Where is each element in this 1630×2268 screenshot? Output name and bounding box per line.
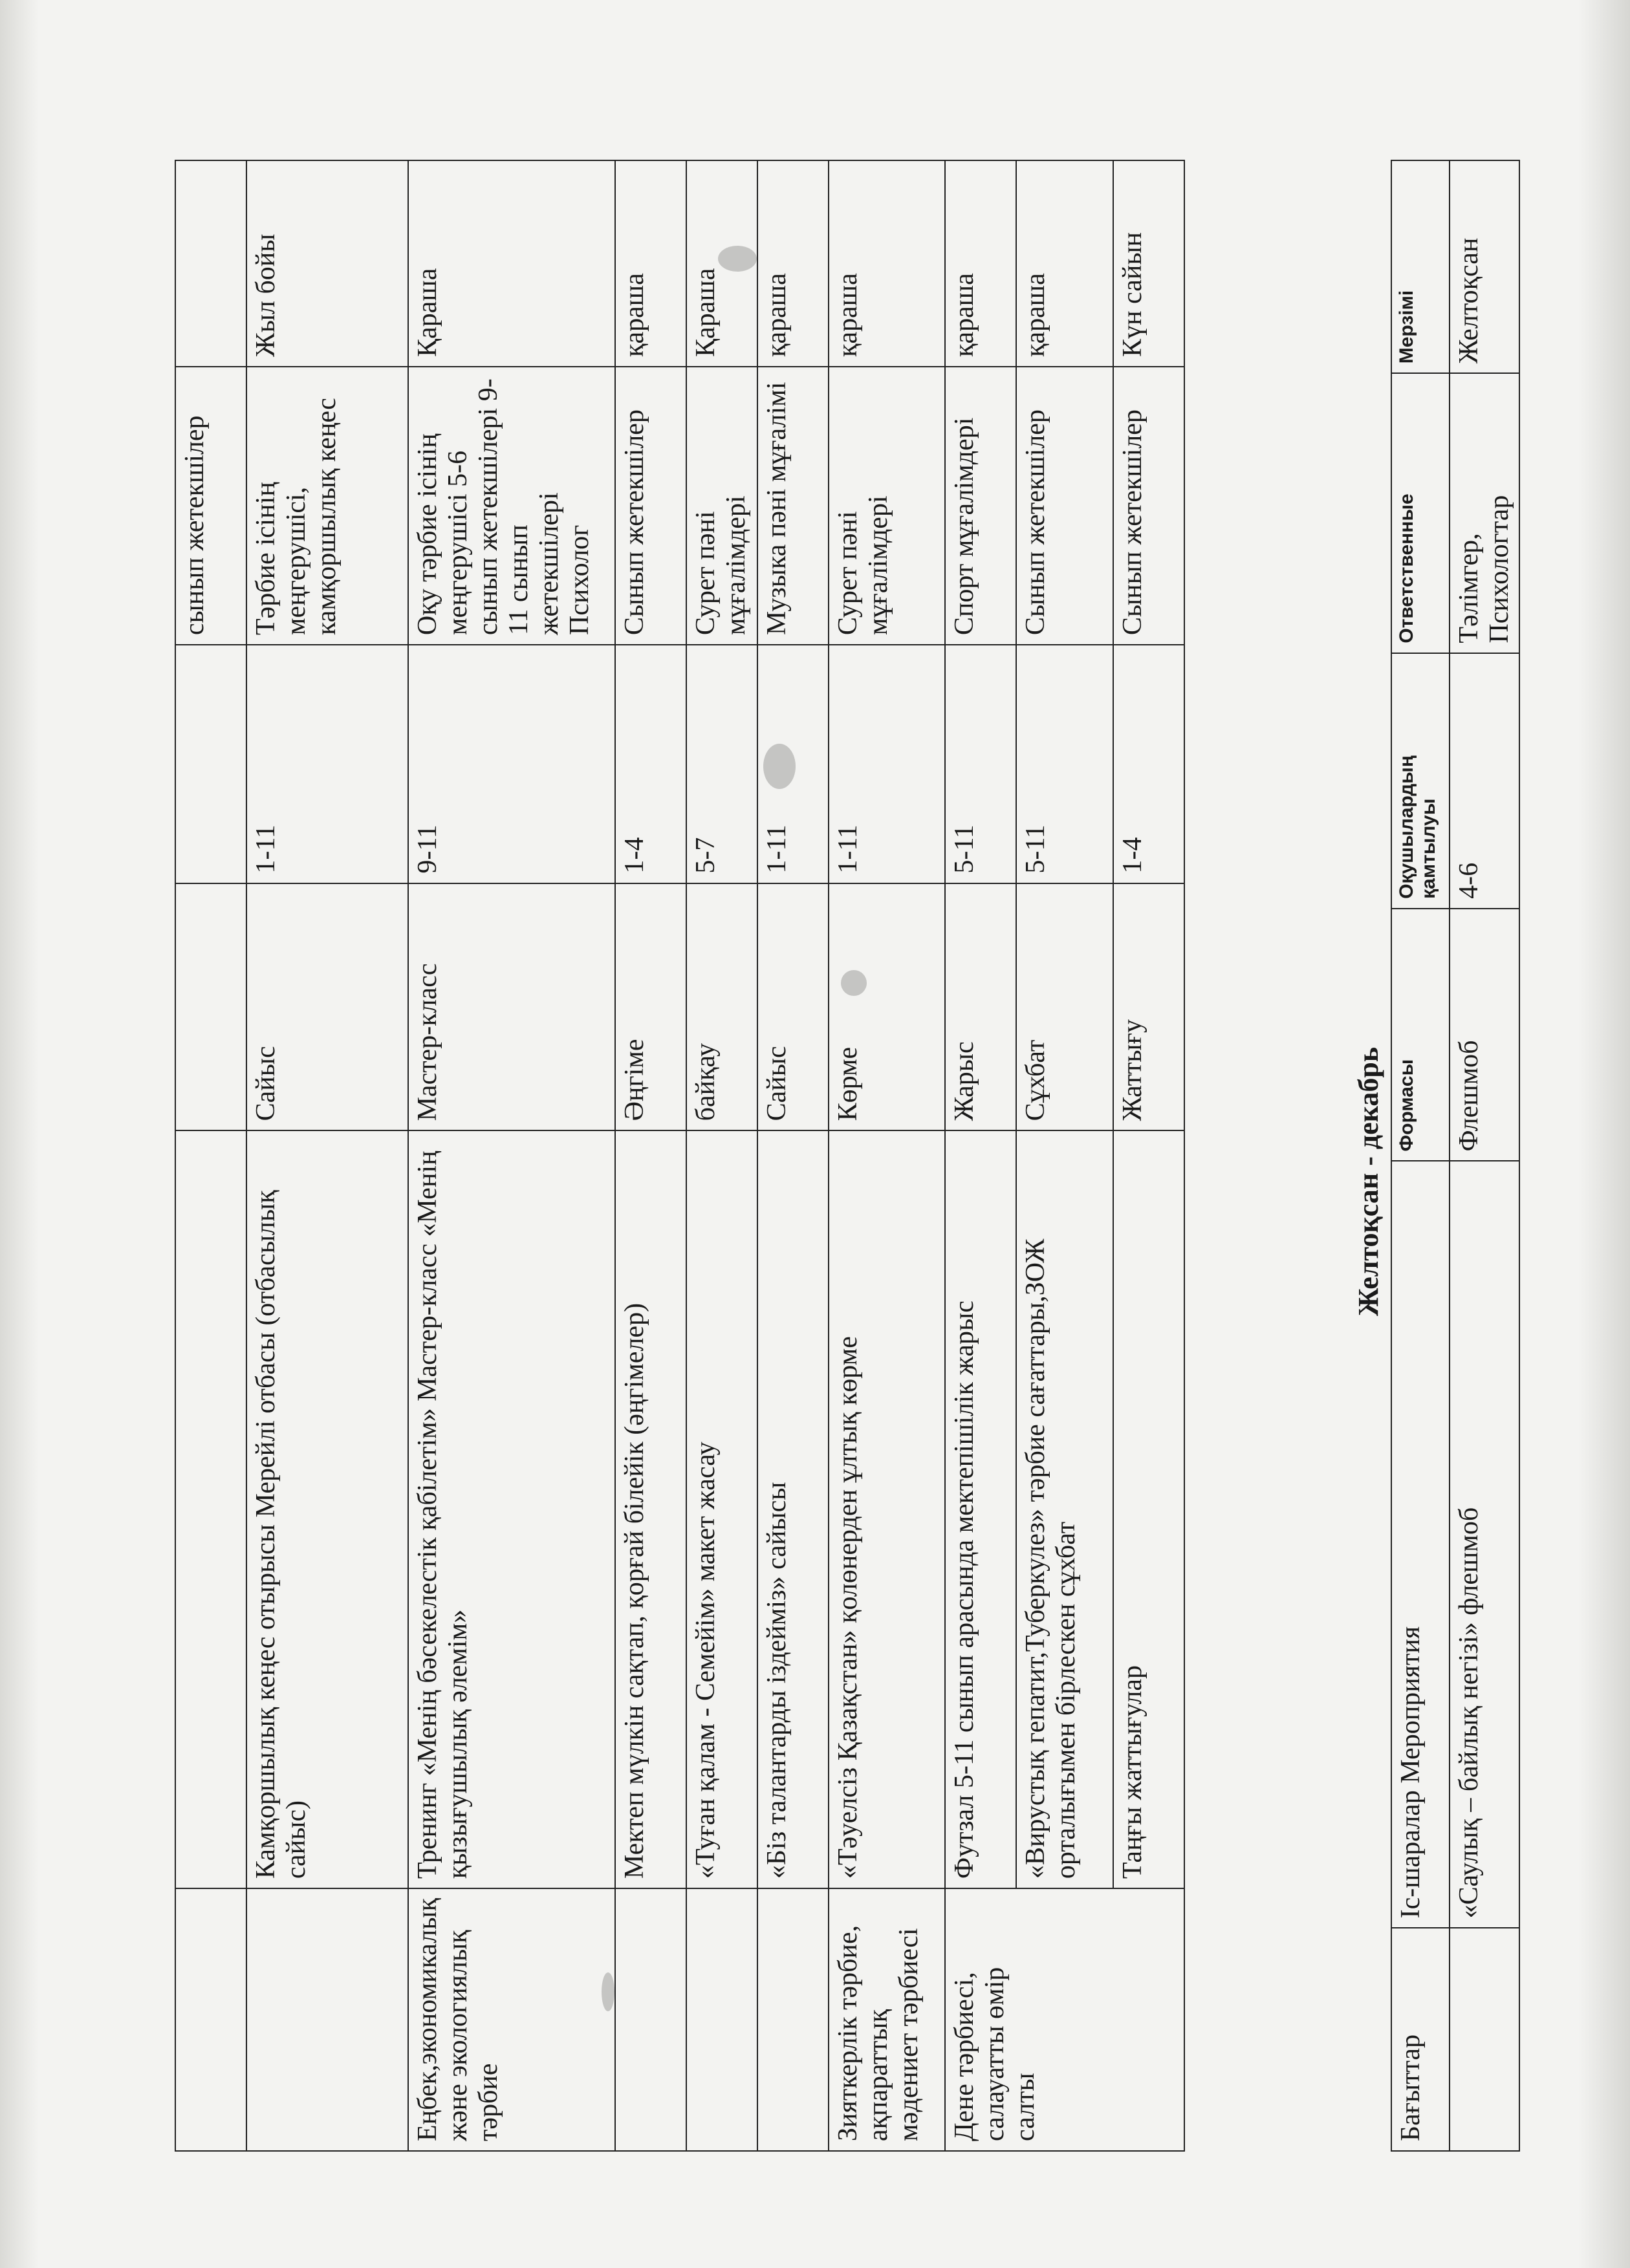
cell-responsible: Сынып жетекшілер [1016, 367, 1113, 645]
cell-form: Мастер-класс [408, 883, 615, 1131]
cell-term: Желтоқсан [1450, 160, 1519, 373]
cell-term: қараша [1016, 160, 1113, 367]
table-row [408, 160, 615, 2151]
cell-term: қараша [757, 160, 829, 367]
cell-event: «Вирустық гепатит,Туберкулез» тәрбие сағаттары,ЗОЖ орталығымен бірлескен сұхбат [1016, 1130, 1113, 1888]
cell-participants: 1-11 [246, 645, 408, 883]
cell-participants: 1-4 [615, 645, 686, 883]
cell-responsible: Спорт мұғалімдері [945, 367, 1016, 645]
cell-form: Сайыс [246, 883, 408, 1131]
cell-term [175, 160, 246, 367]
cell-form: Сайыс [757, 883, 829, 1131]
table-row [1450, 160, 1519, 2151]
cell-form: Әңгіме [615, 883, 686, 1131]
cell-responsible: Музыка пәні мұғалімі [757, 367, 829, 645]
table-row [1113, 160, 1184, 2151]
cell-event: «Саулық – байлық негізі» флешмоб [1450, 1161, 1519, 1928]
cell-direction [246, 1888, 408, 2151]
cell-direction [757, 1888, 829, 2151]
table-row [829, 160, 945, 2151]
month-title: Желтоқсан - декабрь [1353, 1046, 1384, 1317]
table-row [175, 160, 246, 2151]
header-direction: Бағыттар [1391, 1928, 1450, 2151]
cell-responsible: Сурет пәні мұғалімдері [829, 367, 945, 645]
cell-participants: 5-7 [686, 645, 757, 883]
cell-event: «Біз талантарды іздейміз» сайысы [757, 1130, 829, 1888]
cell-direction [615, 1888, 686, 2151]
table-header-row [1391, 160, 1450, 2151]
cell-direction [1450, 1928, 1519, 2151]
cell-event: Мектеп мүлкін сақтап, қорғай білейік (әңгімелер) [615, 1130, 686, 1888]
cell-participants: 1-4 [1113, 645, 1184, 883]
cell-event: Тренинг «Менің бәсекелестік қабілетім» Мастер-класс «Менің қызығушылық әлемім» [408, 1130, 615, 1888]
cell-participants: 5-11 [945, 645, 1016, 883]
cell-event: «Туған қалам - Семейім» макет жасау [686, 1130, 757, 1888]
header-term: Мерзімі [1391, 160, 1450, 373]
cell-responsible: Оқу тәрбие ісінің меңгерушісі 5-6 сынып жетекшілері 9-11 сынып жетекшілері Психолог [408, 367, 615, 645]
scan-speck [602, 1972, 614, 2011]
december-table [1391, 160, 1520, 2152]
header-event: Іс-шаралар Мероприятия [1391, 1161, 1450, 1928]
cell-participants: 1-11 [757, 645, 829, 883]
table-row [945, 160, 1016, 2151]
cell-participants [175, 645, 246, 883]
cell-term: Жыл бойы [246, 160, 408, 367]
cell-responsible: Сынып жетекшілер [615, 367, 686, 645]
cell-term: Күн сайын [1113, 160, 1184, 367]
table-row [757, 160, 829, 2151]
cell-direction: Зияткерлік тәрбие, ақпараттық мәдениет тәрбиесі [829, 1888, 945, 2151]
cell-responsible: Сынып жетекшілер [1113, 367, 1184, 645]
cell-event: Камқоршылық кеңес отырысы Мерейлі отбасы (отбасылық сайыс) [246, 1130, 408, 1888]
cell-participants: 9-11 [408, 645, 615, 883]
cell-form: Көрме [829, 883, 945, 1131]
scan-speck [841, 970, 867, 996]
cell-event: «Тәуелсіз Қазақстан» қолөнерден ұлтық көрме [829, 1130, 945, 1888]
cell-participants: 4-6 [1450, 653, 1519, 909]
table-row [686, 160, 757, 2151]
table-row [615, 160, 686, 2151]
cell-direction [175, 1888, 246, 2151]
header-responsible: Ответственные [1391, 373, 1450, 653]
cell-form [175, 883, 246, 1131]
cell-participants: 5-11 [1016, 645, 1113, 883]
cell-form: байқау [686, 883, 757, 1131]
table-row [246, 160, 408, 2151]
cell-direction [686, 1888, 757, 2151]
rotated-document [0, 108, 1565, 2268]
cell-form: Жаттығу [1113, 883, 1184, 1131]
cell-direction: Дене тәрбиесі, салауатты өмір салты [945, 1888, 1184, 2151]
cell-event: Таңғы жаттығулар [1113, 1130, 1184, 1888]
cell-responsible: Тәлімгер, Психологтар [1450, 373, 1519, 653]
cell-event [175, 1130, 246, 1888]
header-form: Формасы [1391, 909, 1450, 1161]
cell-form: Флешмоб [1450, 909, 1519, 1161]
scan-speck [718, 246, 757, 272]
plan-table [175, 160, 1185, 2152]
cell-term: Қараша [686, 160, 757, 367]
cell-term: қараша [829, 160, 945, 367]
cell-participants: 1-11 [829, 645, 945, 883]
cell-form: Жарыс [945, 883, 1016, 1131]
cell-term: қараша [945, 160, 1016, 367]
cell-responsible: Сурет пәні мұғалімдері [686, 367, 757, 645]
cell-responsible: сынып жетекшілер [175, 367, 246, 645]
cell-term: қараша [615, 160, 686, 367]
table-row [1016, 160, 1113, 2151]
header-participants: Оқушылардың қамтылуы [1391, 653, 1450, 909]
cell-form: Сұхбат [1016, 883, 1113, 1131]
scan-speck [763, 744, 796, 789]
cell-term: Қараша [408, 160, 615, 367]
cell-event: Футзал 5-11 сынып арасында мектепішілік жарыс [945, 1130, 1016, 1888]
cell-responsible: Тәрбие ісінің меңгерушісі, камқоршылық кеңес [246, 367, 408, 645]
cell-direction: Еңбек,экономикалық және экологиялық тәрбие [408, 1888, 615, 2151]
